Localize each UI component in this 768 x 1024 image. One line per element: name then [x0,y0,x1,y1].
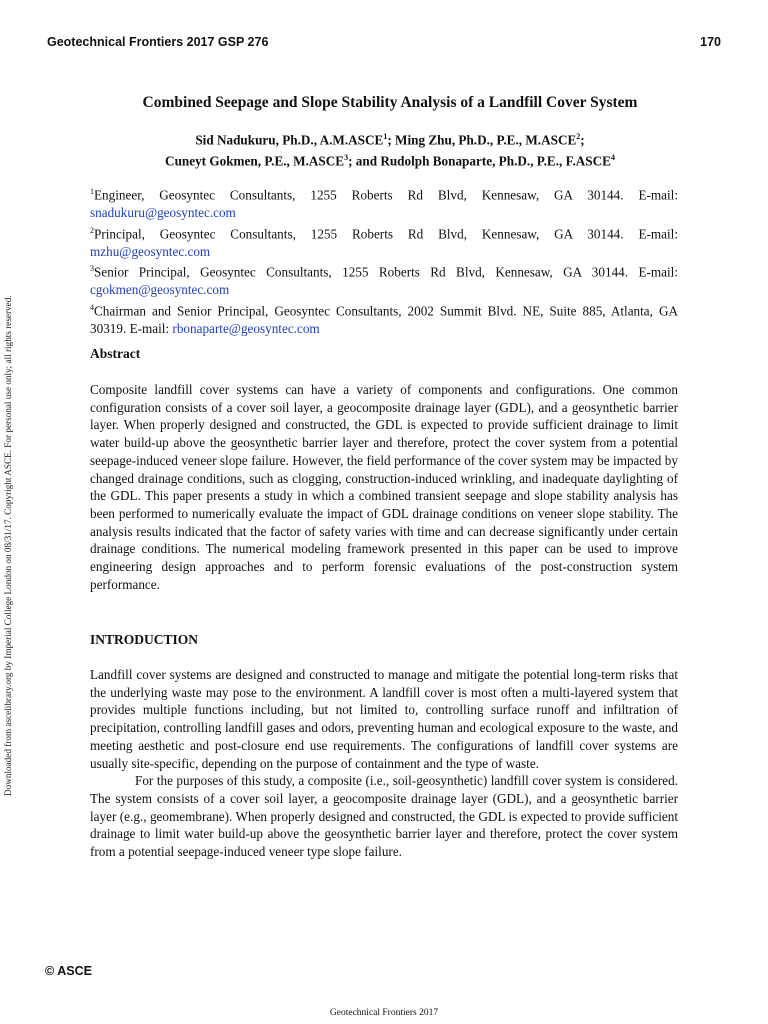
affiliation-item [90,222,678,261]
affiliation-text: Senior Principal, Geosyntec Consultants, 1255 Roberts Rd Blvd, Kennesaw, GA 30144. E-mail: [94,264,678,280]
download-notice: Downloaded from ascelibrary.org by Imperial College London on 08/31/17. Copyright ASCE. For personal use only; all rights reserved. [3,295,13,796]
email-link[interactable]: cgokmen@geosyntec.com [90,282,230,298]
author-list [90,128,690,171]
author-name: Cuneyt Gokmen, P.E., M.ASCE [165,153,345,169]
author-affiliation-mark: 4 [610,153,615,163]
affiliation-item [90,260,678,299]
affiliation-text: Chairman and Senior Principal, Geosyntec Consultants, 2002 Summit Blvd. NE, Suite 885, Atlanta, GA 30319. E-mail: [90,303,678,336]
copyright-notice: © ASCE [45,964,92,978]
author-separator: ; [580,132,585,148]
introduction-body [90,666,678,861]
author-affiliation-mark: 1 [383,132,388,141]
author-affiliation-mark: 2 [576,132,581,141]
affiliation-number: 4 [90,302,94,312]
affiliation-text: Engineer, Geosyntec Consultants, 1255 Roberts Rd Blvd, Kennesaw, GA 30144. E-mail: [94,187,678,203]
abstract-heading: Abstract [90,346,141,361]
abstract-body: Composite landfill cover systems can have a variety of components and configurations. One common configuration consists of a cover soil layer, a geocomposite drainage layer (GDL), and a geosynthetic barrier layer. When properly designed and constructed, the GDL is expected to provide sufficient drainage to limit water build-up above the geosynthetic barrier layer and therefore, protect the cover system from a potential seepage-induced veneer slope failure. However, the field performance of the cover system may be impacted by changed drainage conditions, such as clogging, construction-induced wrinkling, and inadequate daylighting of the GDL. This paper presents a study in which a combined transient seepage and slope stability analysis has been performed to numerically evaluate the impact of GDL drainage conditions on veneer slope stability. The analysis results indicated that the factor of safety varies with time and can decrease significantly under certain drainage conditions. The numerical modeling framework presented in this paper can be used to improve engineering design approaches and to perform forensic evaluations of the post-construction system performance. [90,382,678,592]
introduction-paragraph: Landfill cover systems are designed and constructed to manage and mitigate the potential long-term risks that the underlying waste may pose to the environment. A landfill cover is most often a multi-layered system that provides multiple functions including, but not limited to, controlling surface runoff and infiltration of precipitation, controlling landfill gases and odors, preventing human and ecological exposure to the waste, and meeting aesthetic and post-closure end use requirements. The configurations of landfill cover systems are usually site-specific, depending on the purpose of containment and the type of waste. [90,667,678,771]
paper-title: Combined Seepage and Slope Stability Analysis of a Landfill Cover System [142,94,638,111]
affiliation-number: 2 [90,225,94,235]
email-link[interactable]: mzhu@geosyntec.com [90,243,211,259]
email-link[interactable]: rbonaparte@geosyntec.com [172,320,320,336]
author-name: Rudolph Bonaparte, Ph.D., P.E., F.ASCE [380,153,611,169]
affiliation-list [90,183,678,337]
introduction-heading: INTRODUCTION [90,632,199,647]
author-separator: ; and [348,153,381,169]
running-footer: Geotechnical Frontiers 2017 [329,1008,439,1018]
affiliation-item [90,299,678,338]
author-name: Ming Zhu, Ph.D., P.E., M.ASCE [395,132,577,148]
affiliation-text: Principal, Geosyntec Consultants, 1255 Roberts Rd Blvd, Kennesaw, GA 30144. E-mail: [94,225,678,241]
running-header-journal: Geotechnical Frontiers 2017 GSP 276 [47,35,269,49]
author-separator: ; [387,132,396,148]
email-link[interactable]: snadukuru@geosyntec.com [90,204,236,220]
introduction-paragraph: For the purposes of this study, a composite (i.e., soil-geosynthetic) landfill cover system is considered. The system consists of a cover soil layer, a geocomposite drainage layer (GDL), and a geosynthetic barrier layer (e.g., geomembrane). When properly designed and constructed, the GDL is expected to provide sufficient drainage to limit water build-up above the geosynthetic barrier layer and therefore, protect the cover system from a potential seepage-induced veneer type slope failure. [90,773,678,860]
page-number: 170 [700,35,721,49]
affiliation-number: 3 [90,264,94,274]
affiliation-number: 1 [90,187,94,196]
affiliation-item [90,183,678,222]
author-affiliation-mark: 3 [344,153,349,163]
author-name: Sid Nadukuru, Ph.D., A.M.ASCE [195,132,384,148]
